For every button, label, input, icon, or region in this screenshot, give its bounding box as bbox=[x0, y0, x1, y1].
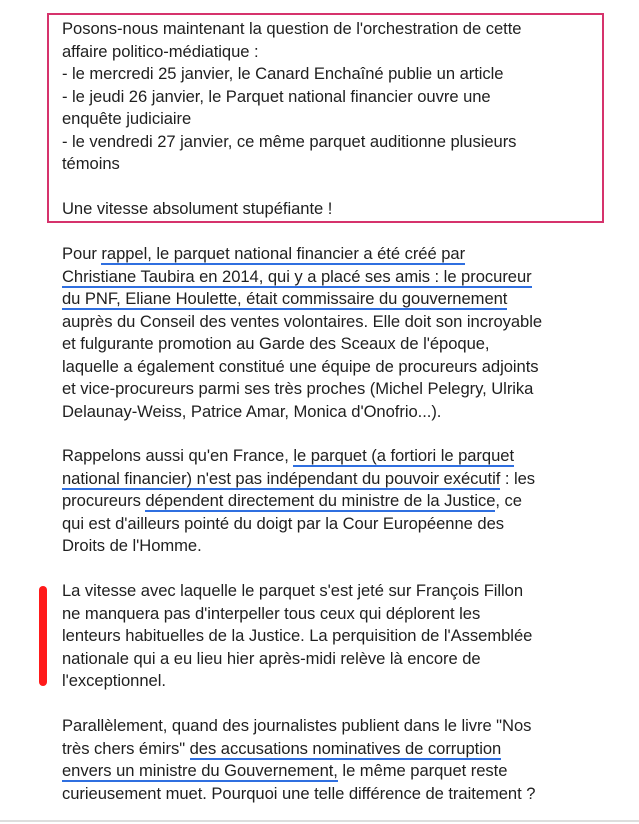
p2-line-5: et fulgurante promotion au Garde des Sceaux de l'époque, bbox=[62, 334, 490, 353]
underline-mark: Christiane Taubira en 2014, qui y a placé ses amis : le procureur bbox=[62, 266, 532, 286]
p4-line-4: nationale qui a eu lieu hier après-midi relève là encore de bbox=[62, 648, 481, 668]
underline-mark: rappel, le parquet national financier a été créé par bbox=[101, 244, 466, 263]
p4-line-2: ne manquera pas d'interpeller tous ceux qui déplorent les bbox=[62, 603, 481, 623]
p2-line-4: auprès du Conseil des ventes volontaires. Elle doit son incroyable bbox=[62, 311, 543, 331]
box-line-6: - le vendredi 27 janvier, ce même parquet auditionne plusieurs bbox=[62, 131, 517, 151]
box-line-8 bbox=[62, 176, 622, 199]
underline-mark: des accusations nominatives de corruption bbox=[189, 738, 502, 758]
p2-line-2 bbox=[62, 266, 622, 289]
p5-line-4: curieusement muet. Pourquoi une telle différence de traitement ? bbox=[62, 783, 536, 803]
p4-line-5: l'exceptionnel. bbox=[62, 671, 166, 690]
underline-mark: du PNF, Eliane Houlette, était commissaire du gouvernement bbox=[62, 289, 508, 308]
p2-line-3 bbox=[62, 288, 622, 311]
box-line-1: Posons-nous maintenant la question de l'orchestration de cette bbox=[62, 19, 522, 38]
p2-line-1: Pour rappel, le parquet national financier a été créé par bbox=[62, 244, 466, 263]
red-margin-mark bbox=[39, 586, 47, 686]
box-line-2: affaire politico-médiatique : bbox=[62, 41, 259, 61]
paragraph-taubira bbox=[62, 243, 622, 423]
p5-line-2: très chers émirs" des accusations nominatives de corruption bbox=[62, 738, 502, 758]
paragraph-fillon bbox=[62, 580, 622, 693]
box-line-3: - le mercredi 25 janvier, le Canard Enchaîné publie un article bbox=[62, 64, 504, 83]
underline-mark: dépendent directement du ministre de la Justice bbox=[145, 491, 496, 510]
underline-mark: le parquet (a fortiori le parquet bbox=[293, 446, 515, 465]
p3-line-4: qui est d'ailleurs pointé du doigt par la Cour Européenne des bbox=[62, 513, 504, 533]
p3-line-2: national financier) n'est pas indépendant du pouvoir exécutif : les bbox=[62, 468, 536, 488]
p3-line-3: procureurs dépendent directement du ministre de la Justice, ce bbox=[62, 491, 522, 510]
underline-mark: envers un ministre du Gouvernement, bbox=[62, 761, 338, 780]
underline-mark: national financier) n'est pas indépendant du pouvoir exécutif bbox=[62, 468, 501, 488]
paragraph-emirs bbox=[62, 715, 622, 805]
p2-line-8: Delaunay-Weiss, Patrice Amar, Monica d'Onofrio...). bbox=[62, 401, 442, 421]
p3-line-5: Droits de l'Homme. bbox=[62, 536, 202, 555]
p3-line-1: Rappelons aussi qu'en France, le parquet (a fortiori le parquet bbox=[62, 446, 515, 465]
paragraph-parquet-independance bbox=[62, 445, 622, 558]
box-line-4: - le jeudi 26 janvier, le Parquet national financier ouvre une bbox=[62, 86, 491, 106]
p2-line-7: et vice-procureurs parmi ses très proches (Michel Pelegry, Ulrika bbox=[62, 379, 534, 398]
box-paragraph bbox=[62, 18, 622, 221]
box-line-7: témoins bbox=[62, 154, 120, 173]
box-line-5: enquête judiciaire bbox=[62, 109, 192, 128]
box-line-9: Une vitesse absolument stupéfiante ! bbox=[62, 199, 333, 218]
bottom-divider bbox=[0, 820, 639, 822]
p5-line-3: envers un ministre du Gouvernement, le même parquet reste bbox=[62, 761, 508, 780]
p4-line-3: lenteurs habituelles de la Justice. La perquisition de l'Assemblée bbox=[62, 626, 533, 645]
p5-line-1: Parallèlement, quand des journalistes publient dans le livre "Nos bbox=[62, 716, 532, 735]
p2-line-6: laquelle a également constitué une équipe de procureurs adjoints bbox=[62, 356, 539, 376]
p4-line-1: La vitesse avec laquelle le parquet s'est jeté sur François Fillon bbox=[62, 581, 524, 600]
